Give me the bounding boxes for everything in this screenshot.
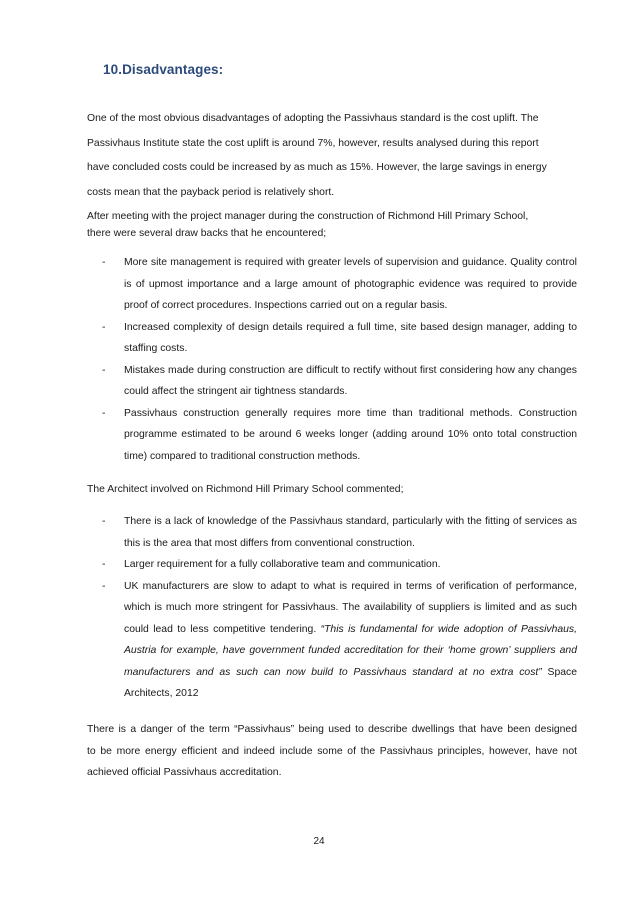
text-line: Passivhaus Institute state the cost uplift is around 7%, however, results analysed during this report <box>87 137 539 149</box>
text-line: achieved official Passivhaus accreditation. <box>87 767 282 778</box>
dash-bullet: - <box>102 257 106 268</box>
dash-bullet: - <box>102 559 106 570</box>
section-heading: 10.Disadvantages: <box>103 62 224 77</box>
list-item-text: Mistakes made during construction are difficult to rectify without first considering how any changes could affect the stringent air tightness standards. <box>124 364 577 397</box>
text-line: have concluded costs could be increased by as much as 15%. However, the large savings in energy <box>87 162 547 173</box>
paragraph-project-manager <box>87 208 577 242</box>
paragraph-passivhaus-term <box>87 719 577 784</box>
list-item <box>87 554 577 576</box>
dash-bullet: - <box>102 580 106 592</box>
dash-bullet: - <box>102 407 106 419</box>
list-item <box>87 360 577 403</box>
dash-bullet: - <box>102 364 106 376</box>
list-item-text: Larger requirement for a fully collaborative team and communication. <box>124 559 441 570</box>
quotation-text: “This is fundamental for wide adoption of Passivhaus, Austria for example, have government funded accreditation for their ‘home grown’ suppliers and manufacturers and as such can now build to Passivhaus standard at no extra cost” <box>124 623 578 678</box>
list-item <box>87 403 577 468</box>
dash-bullet: - <box>102 321 106 333</box>
text-line: One of the most obvious disadvantages of adopting the Passivhaus standard is the cost uplift. The <box>87 113 539 124</box>
project-manager-drawbacks-list <box>87 252 577 467</box>
list-item <box>87 511 577 554</box>
list-item-text: More site management is required with greater levels of supervision and guidance. Quality control is of upmost importance and a large amount of photographic evidence was required to provide proof of correct procedures. Inspections carried out on a regular basis. <box>124 257 577 311</box>
text-line: costs mean that the payback period is relatively short. <box>87 186 335 198</box>
text-line: there were several draw backs that he encountered; <box>87 228 327 239</box>
architect-comments-list <box>87 511 577 705</box>
citation-text: Space Architects, 2012 <box>124 666 577 699</box>
list-item-text: There is a lack of knowledge of the Passivhaus standard, particularly with the fitting of services as this is the area that most differs from conventional construction. <box>124 516 577 549</box>
list-item <box>87 252 577 317</box>
list-item <box>87 576 577 705</box>
text-line: After meeting with the project manager during the construction of Richmond Hill Primary School, <box>87 211 529 222</box>
dash-bullet: - <box>102 516 106 527</box>
page-number: 24 <box>313 836 325 847</box>
paragraph-architect: The Architect involved on Richmond Hill Primary School commented; <box>87 484 404 495</box>
paragraph-cost-uplift <box>87 107 577 205</box>
text-line: to be more energy efficient and indeed include some of the Passivhaus principles, however, have not <box>87 745 577 757</box>
text-line: There is a danger of the term “Passivhaus” being used to describe dwellings that have been designed <box>87 724 577 735</box>
list-item-text: Increased complexity of design details required a full time, site based design manager, adding to staffing costs. <box>124 321 577 354</box>
list-item-text: Passivhaus construction generally requires more time than traditional methods. Construction programme estimated to be around 6 weeks longer (adding around 10% onto total construction time) compared to traditional construction methods. <box>124 407 577 462</box>
list-item-text: UK manufacturers are slow to adapt to what is required in terms of verification of performance, which is much more stringent for Passivhaus. The availability of suppliers is limited and as such could lead to less competitive tendering. <box>124 580 577 635</box>
list-item <box>87 317 577 360</box>
